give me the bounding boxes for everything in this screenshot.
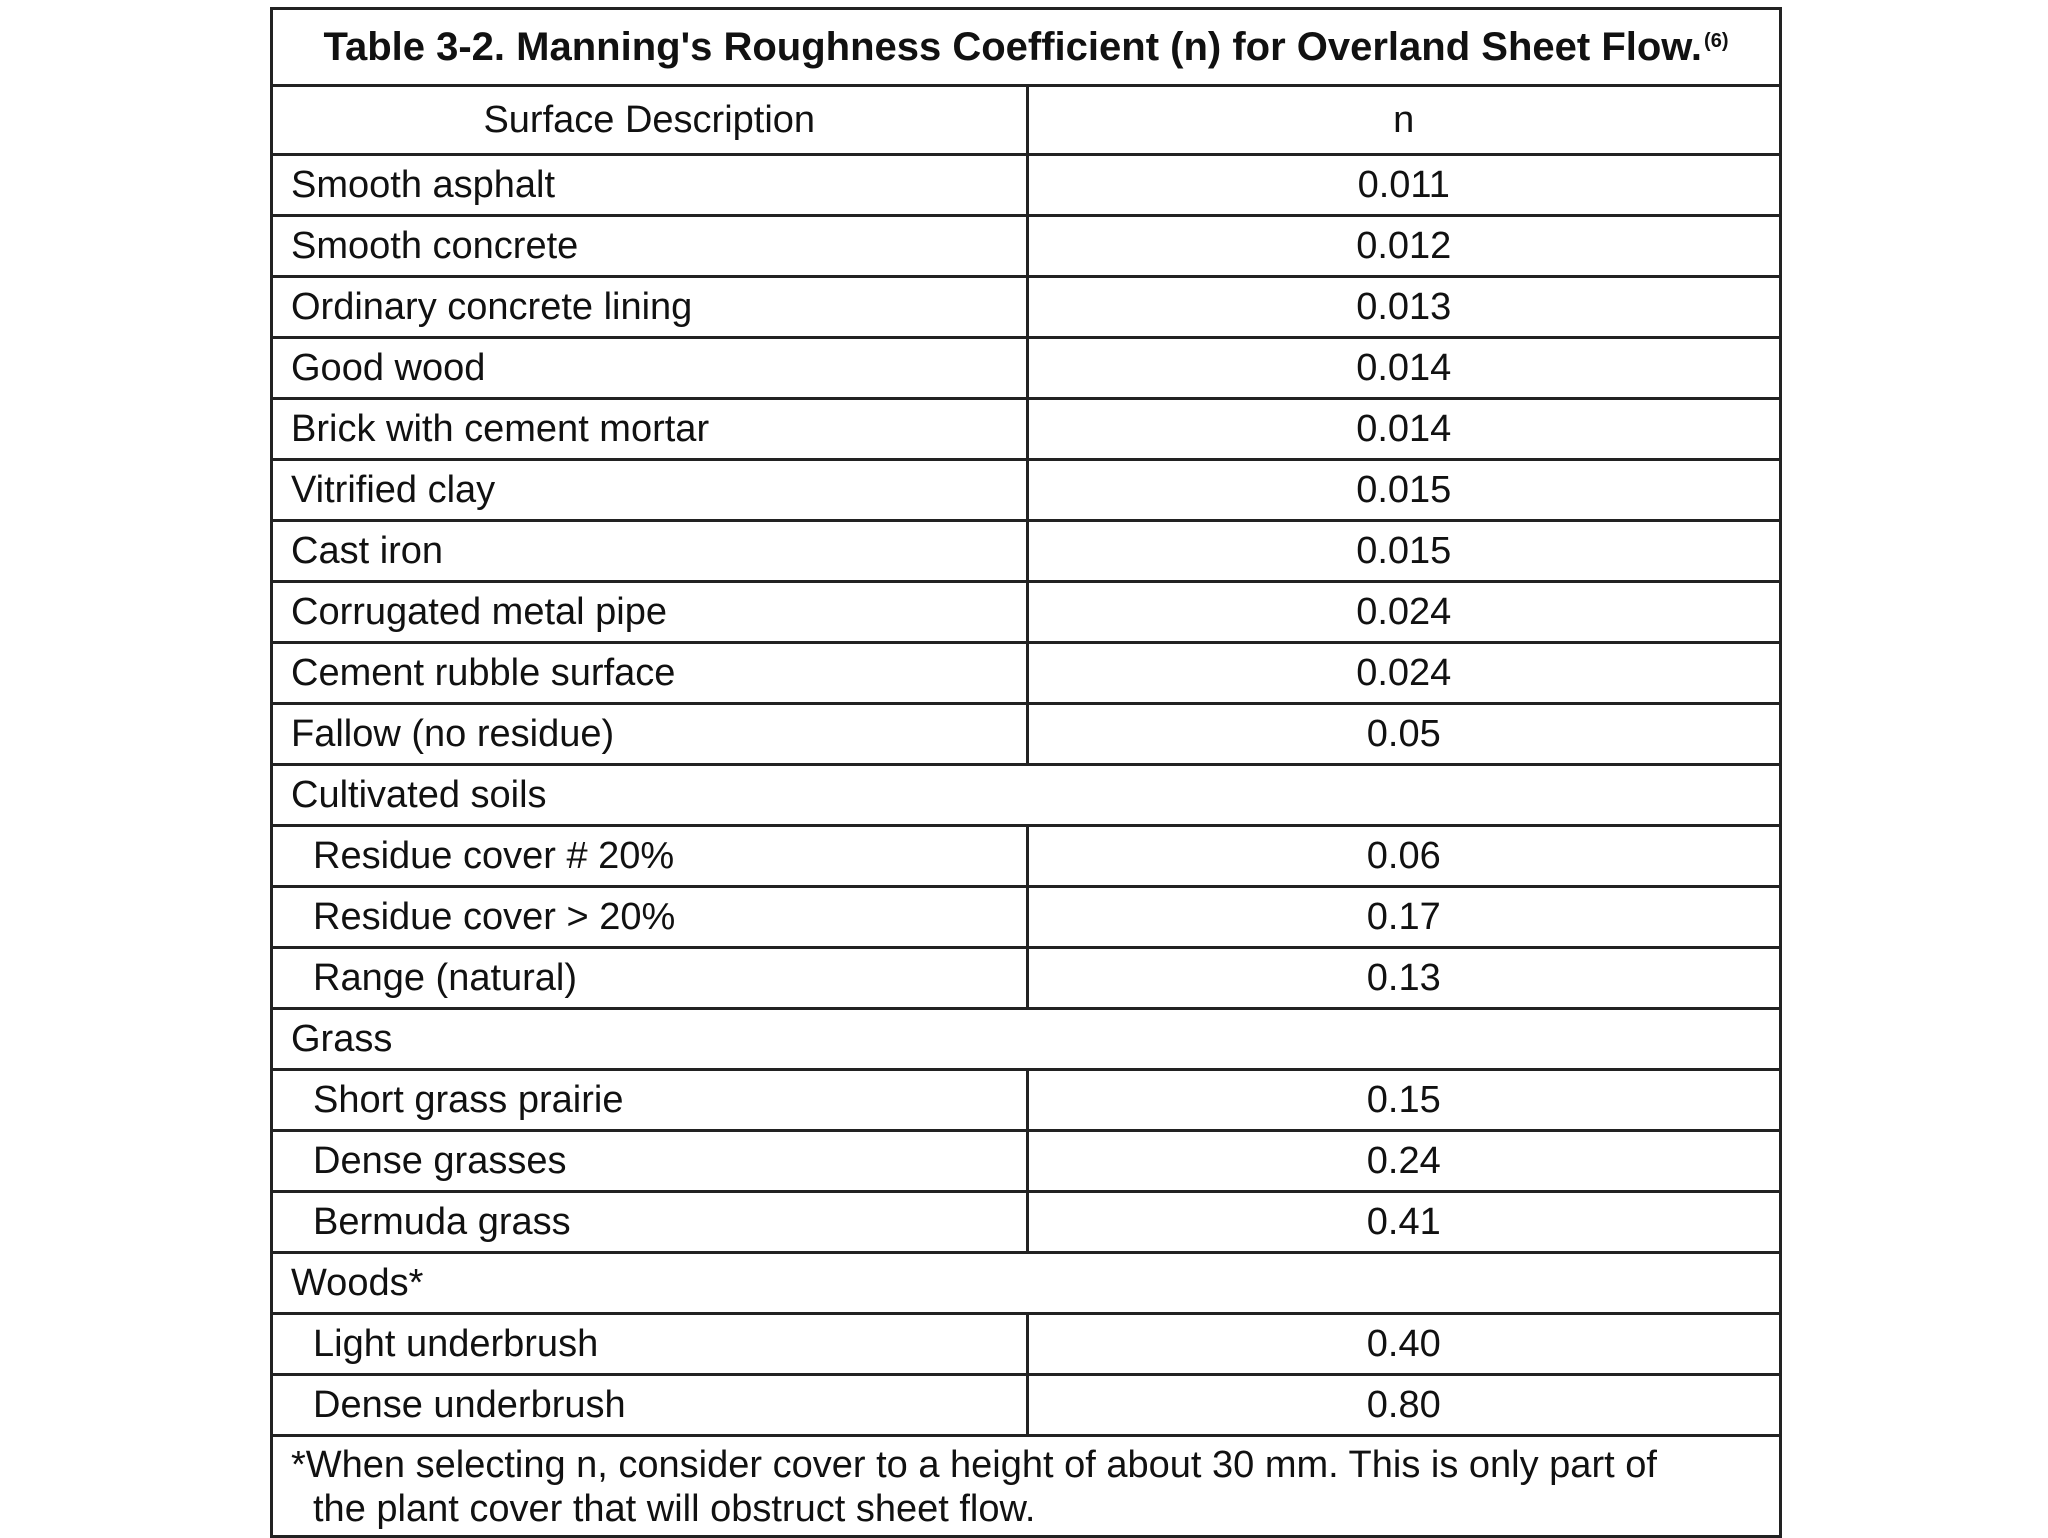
row-label: Ordinary concrete lining [273, 277, 1027, 338]
table-row [273, 1131, 1779, 1192]
row-value: 0.17 [1027, 887, 1779, 948]
table-title-text: Table 3-2. Manning's Roughness Coefficient (n) for Overland Sheet Flow. [323, 24, 1703, 69]
row-label: Residue cover > 20% [273, 887, 1027, 948]
row-value: 0.012 [1027, 216, 1779, 277]
row-value: 0.014 [1027, 338, 1779, 399]
table-title [273, 10, 1779, 87]
group-header-row [273, 1009, 1779, 1070]
group-label-woods: Woods* [273, 1253, 1779, 1314]
row-value: 0.24 [1027, 1131, 1779, 1192]
table-row [273, 277, 1779, 338]
row-value: 0.41 [1027, 1192, 1779, 1253]
row-value: 0.13 [1027, 948, 1779, 1009]
row-label: Cement rubble surface [273, 643, 1027, 704]
header-surface-description: Surface Description [273, 87, 1027, 155]
row-value: 0.40 [1027, 1314, 1779, 1375]
table-row [273, 460, 1779, 521]
row-value: 0.013 [1027, 277, 1779, 338]
row-value: 0.024 [1027, 582, 1779, 643]
row-label: Brick with cement mortar [273, 399, 1027, 460]
row-value: 0.014 [1027, 399, 1779, 460]
table-row [273, 826, 1779, 887]
row-label: Good wood [273, 338, 1027, 399]
group-label-cultivated-soils: Cultivated soils [273, 765, 1779, 826]
footnote-line-1: *When selecting n, consider cover to a height of about 30 mm. This is only part of [291, 1444, 1657, 1486]
coefficient-grid [273, 87, 1779, 1437]
group-header-row [273, 765, 1779, 826]
row-label: Cast iron [273, 521, 1027, 582]
row-label: Smooth asphalt [273, 155, 1027, 216]
group-header-row [273, 1253, 1779, 1314]
table-row [273, 521, 1779, 582]
table-row [273, 643, 1779, 704]
table-row [273, 1314, 1779, 1375]
table-row [273, 887, 1779, 948]
row-label: Range (natural) [273, 948, 1027, 1009]
table-row [273, 155, 1779, 216]
table-row [273, 216, 1779, 277]
table-row [273, 948, 1779, 1009]
roughness-table [270, 7, 1782, 1538]
table-row [273, 338, 1779, 399]
row-label: Dense underbrush [273, 1375, 1027, 1436]
row-label: Bermuda grass [273, 1192, 1027, 1253]
footnote-line-2: the plant cover that will obstruct sheet flow. [313, 1488, 1036, 1530]
row-label: Corrugated metal pipe [273, 582, 1027, 643]
group-label-grass: Grass [273, 1009, 1779, 1070]
table-row [273, 582, 1779, 643]
table-row [273, 399, 1779, 460]
row-value: 0.05 [1027, 704, 1779, 765]
row-label: Smooth concrete [273, 216, 1027, 277]
table-row [273, 1375, 1779, 1436]
table-footnote [273, 1437, 1779, 1535]
row-value: 0.15 [1027, 1070, 1779, 1131]
header-row [273, 87, 1779, 155]
table-row [273, 1192, 1779, 1253]
row-label: Vitrified clay [273, 460, 1027, 521]
row-value: 0.015 [1027, 460, 1779, 521]
row-label: Fallow (no residue) [273, 704, 1027, 765]
header-n: n [1027, 87, 1779, 155]
row-value: 0.011 [1027, 155, 1779, 216]
table-row [273, 704, 1779, 765]
row-label: Residue cover # 20% [273, 826, 1027, 887]
row-label: Dense grasses [273, 1131, 1027, 1192]
table-title-reference: (6) [1704, 29, 1729, 52]
row-value: 0.06 [1027, 826, 1779, 887]
row-value: 0.80 [1027, 1375, 1779, 1436]
row-label: Short grass prairie [273, 1070, 1027, 1131]
table-row [273, 1070, 1779, 1131]
row-value: 0.024 [1027, 643, 1779, 704]
row-label: Light underbrush [273, 1314, 1027, 1375]
row-value: 0.015 [1027, 521, 1779, 582]
